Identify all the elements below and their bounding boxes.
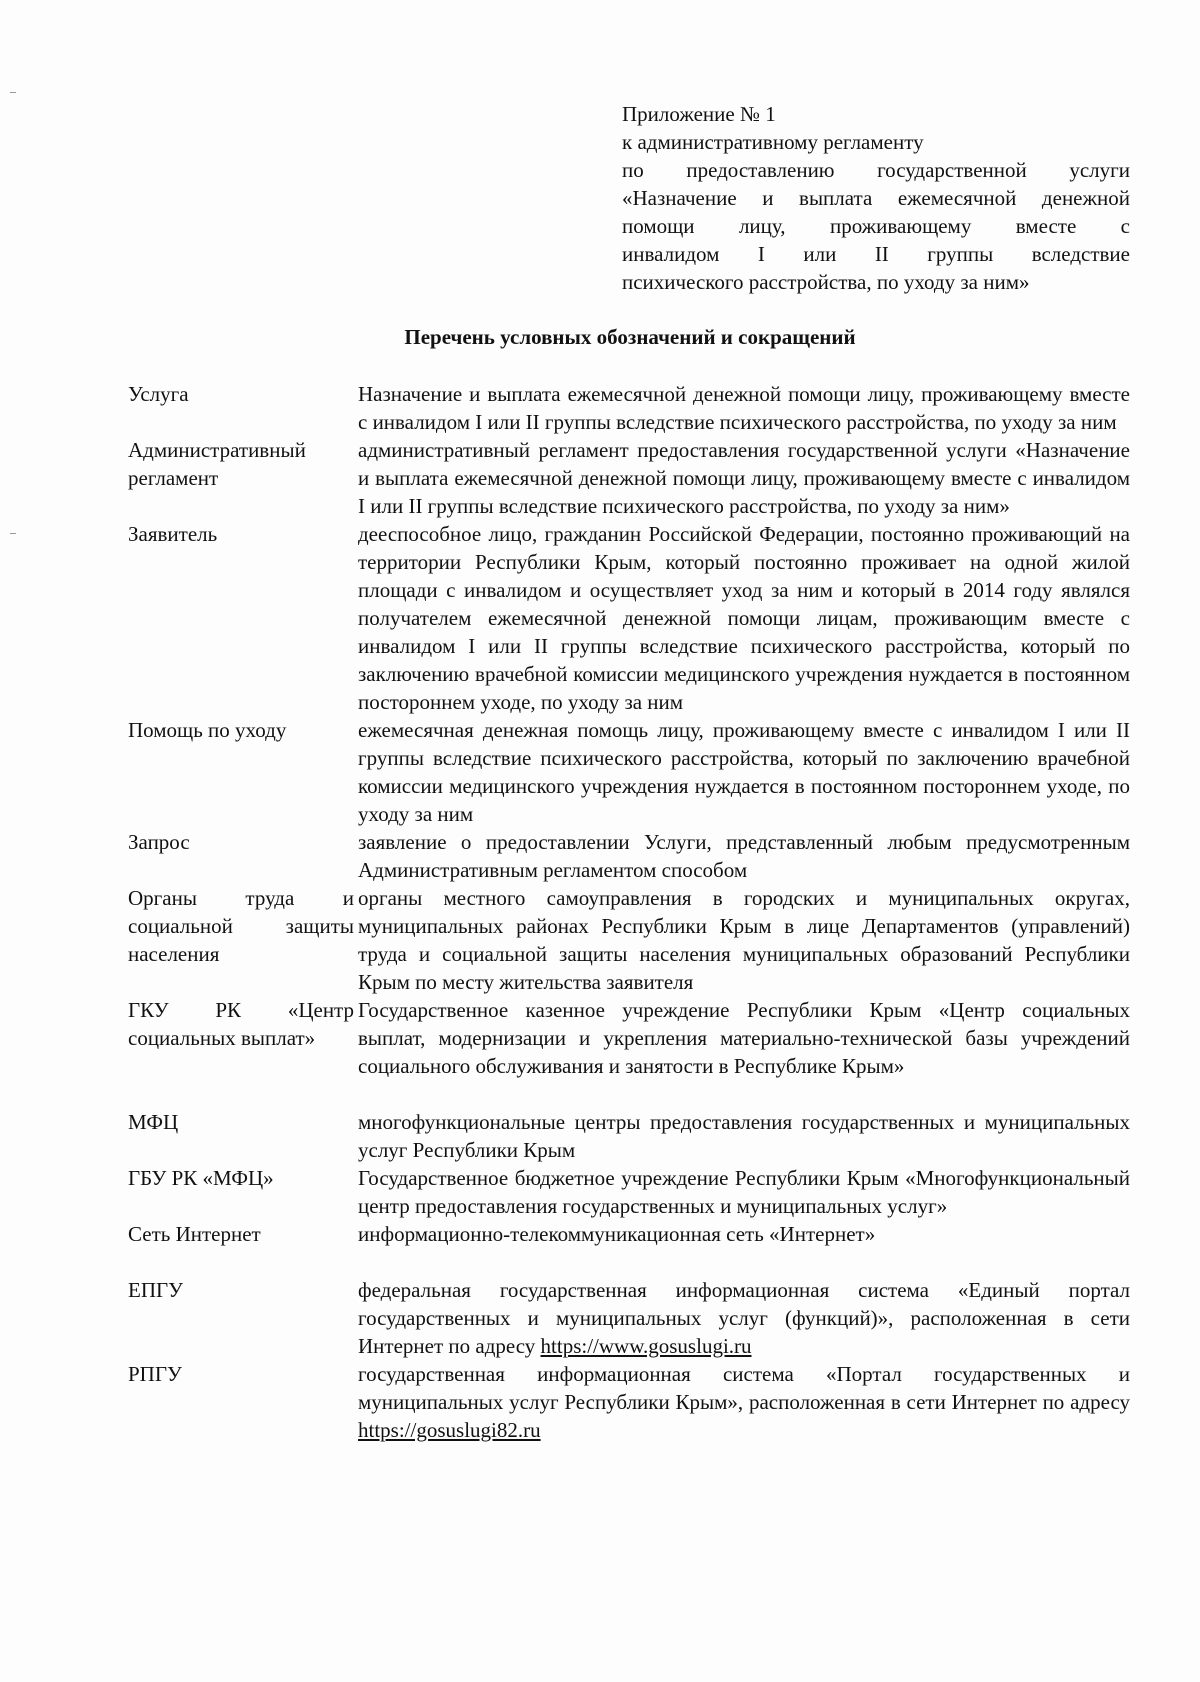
glossary-definition: многофункциональные центры предоставления государственных и муниципальных услуг Республики Крым — [358, 1110, 1130, 1162]
glossary-row — [128, 828, 1130, 884]
glossary-row — [128, 716, 1130, 828]
appendix-line-2: к административному регламенту — [622, 130, 924, 154]
scan-margin-mark — [10, 533, 16, 534]
glossary-term: МФЦ — [128, 1110, 179, 1134]
scan-margin-mark — [10, 92, 16, 93]
glossary-row — [128, 436, 1130, 520]
glossary-definition: административный регламент предоставления государственной услуги «Назначение и выплата ежемесячной денежной помощи лицу, проживающему вместе с инвалидом I или II группы вследствие психического расстройства, по уходу за ним» — [358, 438, 1130, 518]
glossary-row — [128, 1360, 1130, 1444]
glossary-term: Запрос — [128, 830, 190, 854]
glossary-row — [128, 996, 1130, 1080]
glossary-term: Услуга — [128, 382, 189, 406]
glossary-row — [128, 1276, 1130, 1360]
gosuslugi-link[interactable]: https://www.gosuslugi.ru — [540, 1334, 752, 1358]
appendix-line-3: по предоставлению государственной услуги — [622, 158, 1130, 182]
definition-text: государственная информационная система «Портал государственных и муниципальных услуг Республики Крым», расположенная в сети Интернет по адресу — [358, 1362, 1130, 1414]
glossary-term: ГБУ РК «МФЦ» — [128, 1166, 274, 1190]
glossary-definition — [358, 1276, 1130, 1360]
glossary-row — [128, 1164, 1130, 1220]
appendix-line-4: «Назначение и выплата ежемесячной денежной — [622, 186, 1130, 210]
document-title: Перечень условных обозначений и сокращений — [404, 325, 856, 349]
glossary-term: ЕПГУ — [128, 1278, 184, 1302]
definition-text: федеральная государственная информационная система «Единый портал государственных и муниципальных услуг (функций)», расположенная в сети Интернет по адресу — [358, 1278, 1130, 1358]
glossary-definition: информационно-телекоммуникационная сеть «Интернет» — [358, 1222, 876, 1246]
glossary-definition: Государственное казенное учреждение Республики Крым «Центр социальных выплат, модернизации и укрепления материально-технической базы учреждений социального обслуживания и занятости в Республике Крым» — [358, 998, 1130, 1078]
glossary-term: ГКУ РК «Центр социальных выплат» — [128, 998, 354, 1050]
glossary-definition: Государственное бюджетное учреждение Республики Крым «Многофункциональный центр предоставления государственных и муниципальных услуг» — [358, 1166, 1130, 1218]
glossary-row — [128, 380, 1130, 436]
glossary-term: РПГУ — [128, 1362, 182, 1386]
appendix-line-7: психического расстройства, по уходу за ним» — [622, 270, 1030, 294]
glossary-row — [128, 1108, 1130, 1164]
appendix-number: Приложение № 1 — [622, 102, 776, 126]
glossary-term: Заявитель — [128, 522, 218, 546]
glossary-term: Помощь по уходу — [128, 718, 287, 742]
glossary-row — [128, 520, 1130, 716]
glossary-definition: заявление о предоставлении Услуги, представленный любым предусмотренным Административным регламентом способом — [358, 830, 1130, 882]
glossary-definition: ежемесячная денежная помощь лицу, проживающему вместе с инвалидом I или II группы вследствие психического расстройства, который по заключению врачебной комиссии медицинского учреждения нуждается в постоянном постороннем уходе, по уходу за ним — [358, 718, 1130, 826]
glossary-term: Сеть Интернет — [128, 1222, 261, 1246]
glossary-row — [128, 1220, 1130, 1248]
glossary-term: Органы труда и социальной защиты населения — [128, 886, 354, 966]
appendix-line-6: инвалидом I или II группы вследствие — [622, 242, 1130, 266]
appendix-header — [622, 100, 1130, 296]
glossary-row — [128, 884, 1130, 996]
appendix-line-5: помощи лицу, проживающему вместе с — [622, 214, 1130, 238]
glossary-definition: органы местного самоуправления в городских и муниципальных округах, муниципальных районах Республики Крым в лице Департаментов (управлений) труда и социальной защиты населения муниципальных образований Республики Крым по месту жительства заявителя — [358, 886, 1130, 994]
glossary-definition: дееспособное лицо, гражданин Российской Федерации, постоянно проживающий на территории Республики Крым, который постоянно проживает на одной жилой площади с инвалидом и осуществляет уход за ним и который в 2014 году являлся получателем ежемесячной денежной помощи лицам, проживающим вместе с инвалидом I или II группы вследствие психического расстройства, который по заключению врачебной комиссии медицинского учреждения нуждается в постоянном постороннем уходе, по уходу за ним — [358, 522, 1130, 714]
gosuslugi82-link[interactable]: https://gosuslugi82.ru — [358, 1418, 541, 1442]
glossary-definition — [358, 1360, 1130, 1444]
glossary-definition: Назначение и выплата ежемесячной денежной помощи лицу, проживающему вместе с инвалидом I или II группы вследствие психического расстройства, по уходу за ним — [358, 382, 1130, 434]
glossary-term: Административный регламент — [128, 438, 306, 490]
glossary-table — [128, 380, 1130, 1444]
